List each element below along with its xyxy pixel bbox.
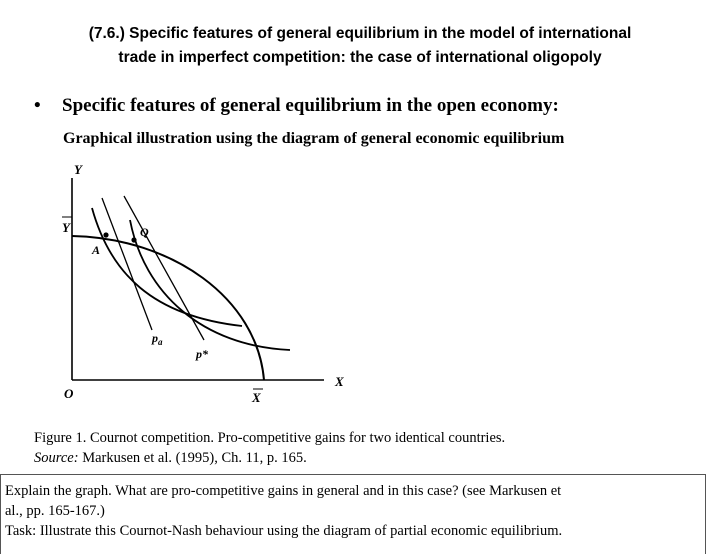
point-a-label: A	[92, 243, 101, 257]
indifference-curve-a	[92, 208, 242, 326]
origin-label: O	[64, 386, 74, 401]
title-line-2: trade in imperfect competition: the case of international oligopoly	[118, 49, 602, 66]
general-equilibrium-diagram	[52, 158, 362, 408]
bullet-text: Specific features of general equilibrium in the open economy:	[62, 95, 559, 116]
source-text: Markusen et al. (1995), Ch. 11, p. 165.	[78, 450, 307, 466]
point-a-marker	[103, 232, 108, 237]
title-line-1: (7.6.) Specific features of general equilibrium in the model of international	[88, 25, 632, 42]
price-line-star	[124, 196, 204, 340]
price-a-p: p	[152, 331, 158, 345]
caption-source	[34, 448, 694, 468]
y-axis-label: Y	[74, 162, 82, 177]
price-star-label: p*	[196, 347, 208, 361]
x-axis-label: X	[335, 374, 344, 389]
subheading: Graphical illustration using the diagram of general economic equilibrium	[63, 130, 565, 147]
task-line-2: al., pp. 165-167.)	[5, 503, 105, 519]
y-bar-label: Y	[62, 220, 70, 235]
price-a-label	[151, 331, 163, 347]
task-line-3: Task: Illustrate this Cournot-Nash behaviour using the diagram of partial economic equilibrium.	[5, 523, 563, 539]
figure-caption	[34, 428, 694, 468]
bullet-item	[34, 94, 704, 118]
slide-title	[20, 22, 700, 70]
point-q-label: Q	[140, 225, 149, 239]
price-a-subscript: a	[158, 337, 163, 347]
point-q-marker	[131, 237, 136, 242]
bullet-dot-icon: •	[34, 95, 41, 116]
production-frontier-curve	[72, 236, 264, 380]
task-box	[0, 474, 706, 554]
x-bar-label: X	[252, 390, 261, 405]
caption-line-1: Figure 1. Cournot competition. Pro-competitive gains for two identical countries.	[34, 430, 506, 446]
source-label: Source:	[34, 450, 79, 466]
task-line-1: Explain the graph. What are pro-competitive gains in general and in this case? (see Markusen et	[5, 483, 562, 499]
